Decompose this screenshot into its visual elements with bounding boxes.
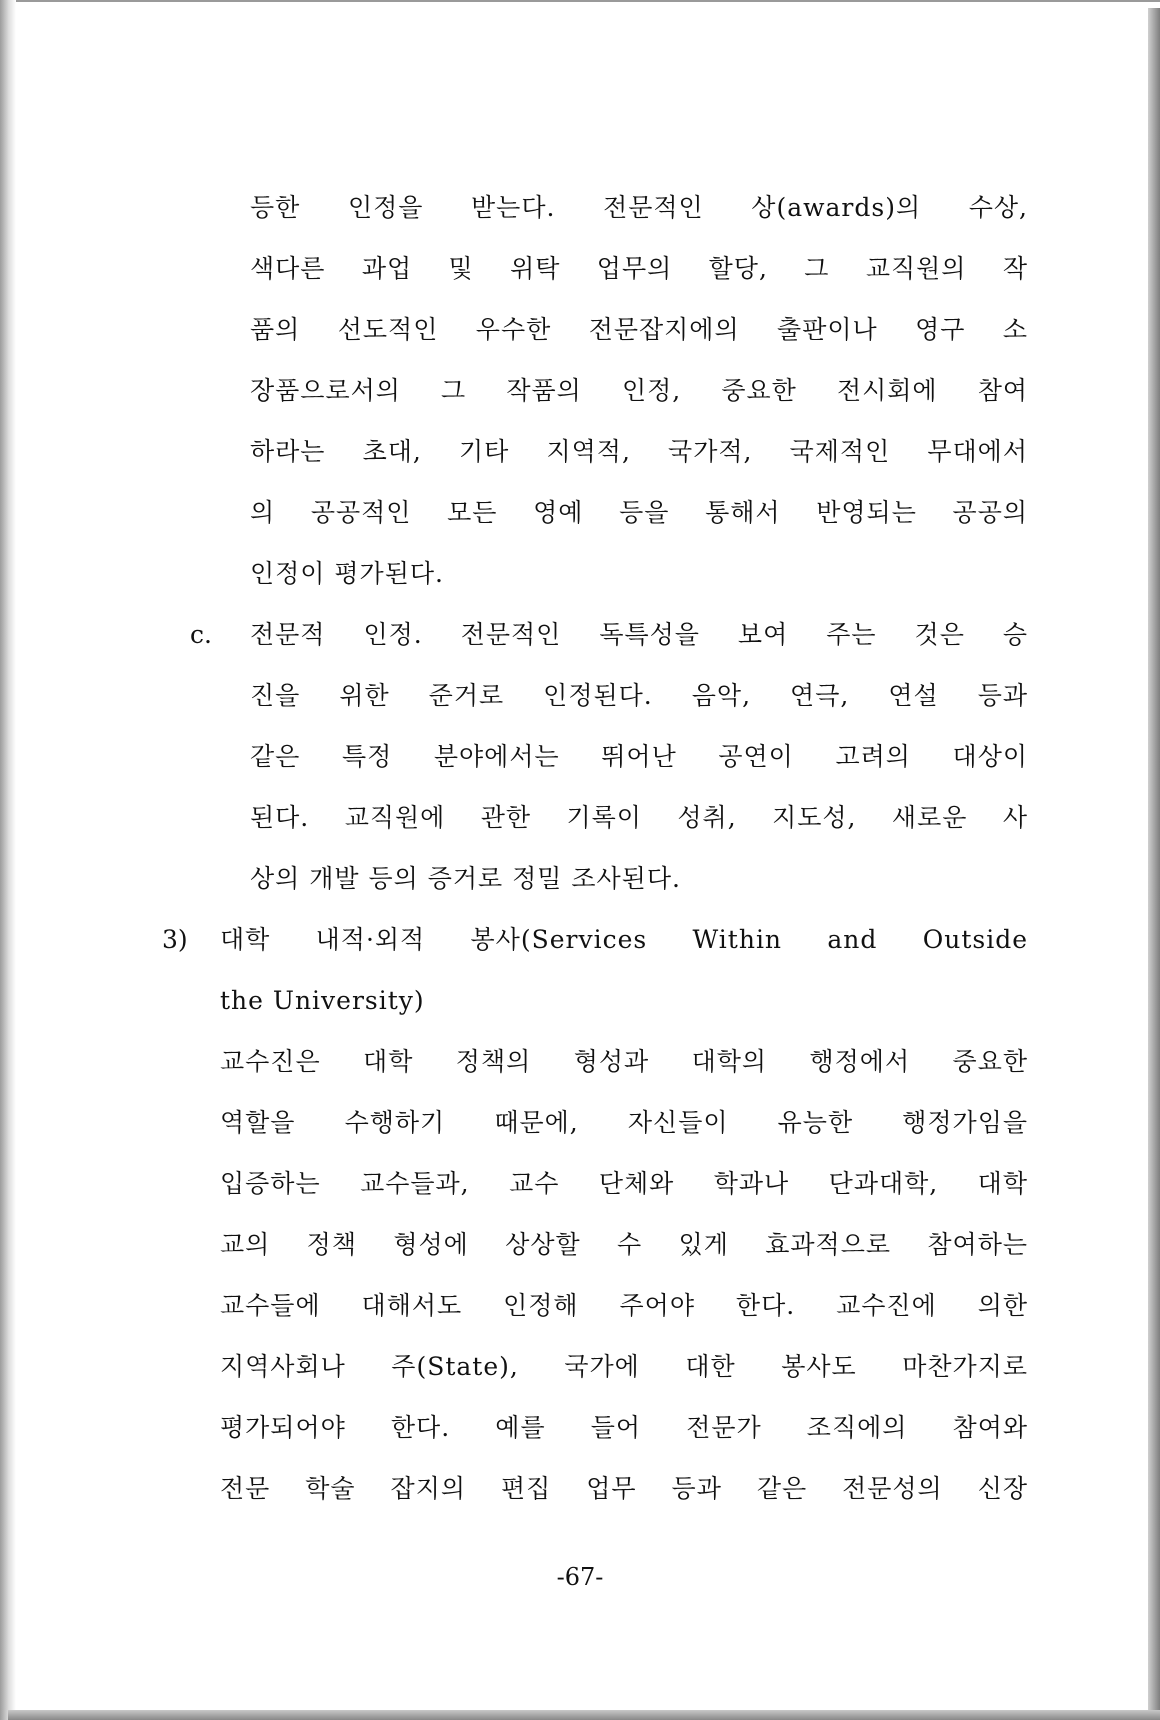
body-line: 등한 인정을 받는다. 전문적인 상(awards)의 수상, (250, 193, 1028, 222)
page-shadow-right (1148, 8, 1160, 1720)
body-line: 역할을 수행하기 때문에, 자신들이 유능한 행정가임을 (220, 1108, 1028, 1137)
body-line: 교의 정책 형성에 상상할 수 있게 효과적으로 참여하는 (220, 1230, 1028, 1259)
body-line: 상의 개발 등의 증거로 정밀 조사된다. (250, 864, 681, 893)
section-heading: the University) (220, 986, 425, 1015)
body-line: 교수진은 대학 정책의 형성과 대학의 행정에서 중요한 (220, 1047, 1028, 1076)
body-line: 진을 위한 준거로 인정된다. 음악, 연극, 연설 등과 (250, 681, 1028, 710)
body-line: 품의 선도적인 우수한 전문잡지에의 출판이나 영구 소 (250, 315, 1028, 344)
section-number-3: 3) (162, 925, 188, 954)
body-line: 같은 특정 분야에서는 뛰어난 공연이 고려의 대상이 (250, 742, 1028, 771)
body-line: 인정이 평가된다. (250, 559, 444, 588)
page-shadow-bottom (8, 1710, 1160, 1720)
body-line: 하라는 초대, 기타 지역적, 국가적, 국제적인 무대에서 (250, 437, 1028, 466)
body-line: 지역사회나 주(State), 국가에 대한 봉사도 마찬가지로 (220, 1352, 1028, 1381)
body-line: 의 공공적인 모든 영예 등을 통해서 반영되는 공공의 (250, 498, 1028, 527)
page-number: -67- (556, 1563, 604, 1591)
body-line: 입증하는 교수들과, 교수 단체와 학과나 단과대학, 대학 (220, 1169, 1028, 1198)
body-line: 색다른 과업 및 위탁 업무의 할당, 그 교직원의 작 (250, 254, 1028, 283)
body-line: 평가되어야 한다. 예를 들어 전문가 조직에의 참여와 (220, 1413, 1028, 1442)
body-line: 전문 학술 잡지의 편집 업무 등과 같은 전문성의 신장 (220, 1474, 1028, 1503)
body-line: 장품으로서의 그 작품의 인정, 중요한 전시회에 참여 (250, 376, 1028, 405)
body-line: 교수들에 대해서도 인정해 주어야 한다. 교수진에 의한 (220, 1291, 1028, 1320)
list-label-c: c. (190, 620, 212, 649)
body-line: 전문적 인정. 전문적인 독특성을 보여 주는 것은 승 (250, 620, 1028, 649)
section-heading: 대학 내적·외적 봉사(Services Within and Outside (220, 925, 1028, 954)
page-left-edge (0, 0, 16, 1720)
body-line: 된다. 교직원에 관한 기록이 성취, 지도성, 새로운 사 (250, 803, 1028, 832)
